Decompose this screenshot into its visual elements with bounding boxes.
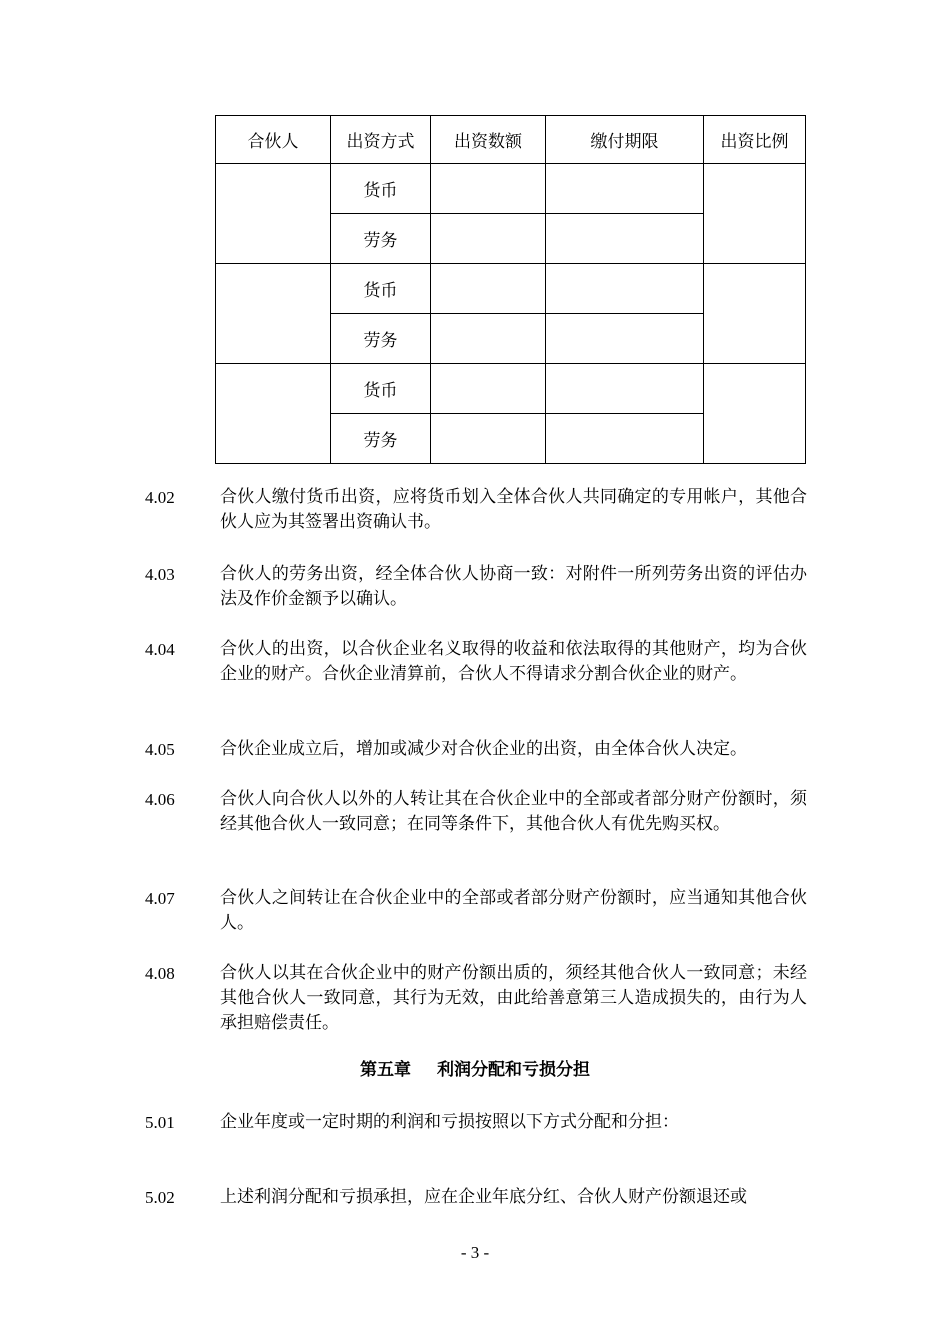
page-number: - 3 - [460, 1243, 490, 1262]
clause-number: 4.06 [145, 790, 175, 809]
clause-text: 合伙人以其在合伙企业中的财产份额出质的，须经其他合伙人一致同意；未经其他合伙人一致同意，其行为无效，由此给善意第三人造成损失的，由行为人承担赔偿责任。 [220, 963, 807, 1033]
chapter-number: 第五章 [360, 1060, 411, 1080]
ratio-cell [704, 264, 806, 364]
method-cell: 货币 [331, 164, 431, 214]
method-cell: 货币 [331, 364, 431, 414]
header-partner: 合伙人 [216, 116, 331, 164]
term-cell [546, 264, 704, 314]
clause-number: 4.03 [145, 565, 175, 584]
clause-number: 4.02 [145, 488, 175, 507]
term-cell [546, 214, 704, 264]
table-row [216, 264, 806, 314]
chapter-title: 利润分配和亏损分担 [437, 1060, 590, 1080]
clause-number: 5.02 [145, 1188, 175, 1207]
term-cell [546, 414, 704, 464]
clause-4-07 [145, 886, 810, 936]
clause-text: 合伙人之间转让在合伙企业中的全部或者部分财产份额时，应当通知其他合伙人。 [220, 888, 807, 933]
table-row [216, 364, 806, 414]
clause-4-08 [145, 961, 810, 1036]
header-term: 缴付期限 [546, 116, 704, 164]
clause-number: 4.07 [145, 889, 175, 908]
clause-text: 合伙人缴付货币出资，应将货币划入全体合伙人共同确定的专用帐户，其他合伙人应为其签署出资确认书。 [220, 487, 807, 532]
term-cell [546, 314, 704, 364]
ratio-cell [704, 364, 806, 464]
clause-4-02 [145, 485, 810, 535]
ratio-cell [704, 164, 806, 264]
table-header-row [216, 116, 806, 164]
partner-cell [216, 364, 331, 464]
clause-text: 上述利润分配和亏损承担，应在企业年底分红、合伙人财产份额退还或 [220, 1187, 747, 1207]
amount-cell [431, 364, 546, 414]
header-method: 出资方式 [331, 116, 431, 164]
term-cell [546, 164, 704, 214]
partner-cell [216, 164, 331, 264]
clause-number: 5.01 [145, 1113, 175, 1132]
clause-number: 4.05 [145, 740, 175, 759]
term-cell [546, 364, 704, 414]
clause-text: 企业年度或一定时期的利润和亏损按照以下方式分配和分担： [220, 1112, 679, 1132]
clause-text: 合伙企业成立后，增加或减少对合伙企业的出资，由全体合伙人决定。 [220, 739, 747, 759]
amount-cell [431, 164, 546, 214]
clause-4-03 [145, 562, 810, 612]
table-row [216, 164, 806, 214]
clause-4-05 [145, 737, 810, 762]
method-cell: 劳务 [331, 414, 431, 464]
method-cell: 劳务 [331, 214, 431, 264]
method-cell: 劳务 [331, 314, 431, 364]
chapter-heading [0, 1058, 950, 1083]
clause-number: 4.08 [145, 964, 175, 983]
contribution-table [215, 115, 806, 464]
clause-number: 4.04 [145, 640, 175, 659]
clause-text: 合伙人的劳务出资，经全体合伙人协商一致：对附件一所列劳务出资的评估办法及作价金额予以确认。 [220, 564, 807, 609]
method-cell: 货币 [331, 264, 431, 314]
clause-4-06 [145, 787, 810, 837]
clause-5-02 [145, 1185, 810, 1210]
clause-text: 合伙人的出资，以合伙企业名义取得的收益和依法取得的其他财产，均为合伙企业的财产。合伙企业清算前，合伙人不得请求分割合伙企业的财产。 [220, 639, 807, 684]
clause-text: 合伙人向合伙人以外的人转让其在合伙企业中的全部或者部分财产份额时，须经其他合伙人一致同意；在同等条件下，其他合伙人有优先购买权。 [220, 789, 807, 834]
amount-cell [431, 414, 546, 464]
clause-4-04 [145, 637, 810, 687]
partner-cell [216, 264, 331, 364]
amount-cell [431, 214, 546, 264]
header-ratio: 出资比例 [704, 116, 806, 164]
amount-cell [431, 264, 546, 314]
clause-5-01 [145, 1110, 810, 1135]
header-amount: 出资数额 [431, 116, 546, 164]
amount-cell [431, 314, 546, 364]
